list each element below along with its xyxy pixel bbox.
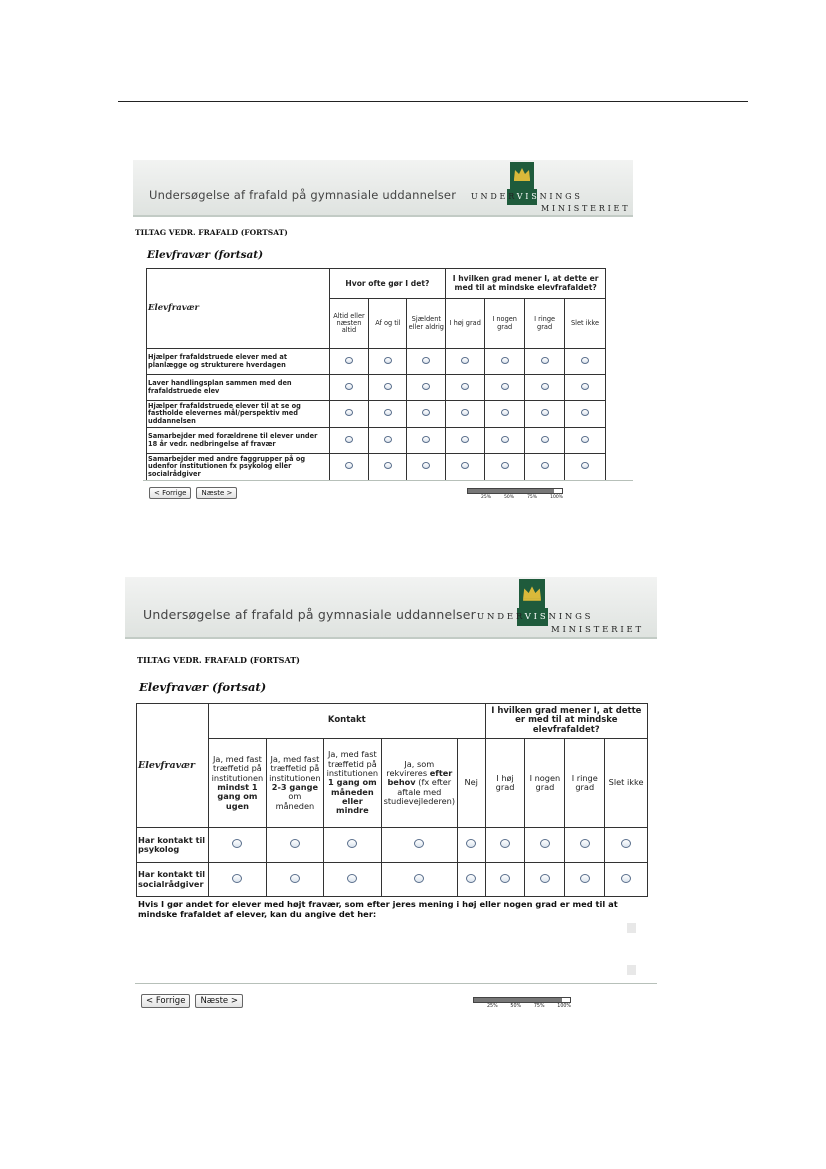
progress-label: 100% <box>557 1004 571 1009</box>
radio-button[interactable] <box>407 454 446 481</box>
progress-indicator <box>473 997 571 1009</box>
radio-button[interactable] <box>525 454 565 481</box>
survey-title: Undersøgelse af frafald på gymnasiale uddannelser <box>149 188 457 202</box>
radio-button[interactable] <box>369 401 407 428</box>
row-label: Samarbejder med forældrene til elever under 18 år vedr. nedbringelse af fravær <box>147 428 330 454</box>
progress-label: 50% <box>510 1004 522 1009</box>
radio-button[interactable] <box>446 401 485 428</box>
column-header: I nogen grad <box>485 299 525 349</box>
column-header: Ja, med fast træffetid på institutionen 1 gang om måneden eller mindre <box>323 739 381 828</box>
radio-button[interactable] <box>525 428 565 454</box>
logo-line2: MINISTERIET <box>551 625 644 635</box>
column-header: Ja, som rekvireres efter behov (fx efter aftale med studievejlederen) <box>381 739 457 828</box>
radio-button[interactable] <box>525 349 565 375</box>
radio-button[interactable] <box>329 454 369 481</box>
table-row <box>147 375 606 401</box>
question-table <box>136 703 648 897</box>
column-header: I nogen grad <box>525 739 565 828</box>
progress-fill <box>468 489 554 493</box>
radio-button[interactable] <box>407 428 446 454</box>
survey-banner <box>125 577 657 639</box>
panel-bottom-rule <box>135 983 657 984</box>
radio-button[interactable] <box>565 428 606 454</box>
table-row <box>147 454 606 481</box>
row-label: Laver handlingsplan sammen med den frafaldstruede elev <box>147 375 330 401</box>
radio-button[interactable] <box>266 828 323 863</box>
scroll-up-arrow[interactable] <box>627 923 636 933</box>
radio-button[interactable] <box>329 349 369 375</box>
progress-bar <box>473 997 571 1003</box>
column-header: Af og til <box>369 299 407 349</box>
other-measures-textarea[interactable] <box>138 921 638 977</box>
column-header: I høj grad <box>485 739 525 828</box>
radio-button[interactable] <box>446 375 485 401</box>
other-measures-question: Hvis I gør andet for elever med højt fravær, som efter jeres mening i høj eller nogen grad er med til at mindske frafaldet af elever, kan du angive det her: <box>138 899 618 919</box>
radio-button[interactable] <box>323 863 381 897</box>
table-row <box>137 828 648 863</box>
survey-title: Undersøgelse af frafald på gymnasiale uddannelser <box>143 607 476 622</box>
survey-panel-1 <box>133 160 633 505</box>
radio-button[interactable] <box>565 349 606 375</box>
table-row <box>147 428 606 454</box>
radio-button[interactable] <box>266 863 323 897</box>
table-row <box>137 863 648 897</box>
radio-button[interactable] <box>457 828 485 863</box>
radio-button[interactable] <box>565 375 606 401</box>
group-header-degree: I hvilken grad mener I, at dette er med til at mindske elevfrafaldet? <box>485 704 647 739</box>
radio-button[interactable] <box>369 375 407 401</box>
group-header-degree: I hvilken grad mener I, at dette er med til at mindske elevfrafaldet? <box>446 269 606 299</box>
logo-highlight: VIS <box>516 192 540 201</box>
row-label: Har kontakt til psykolog <box>137 828 209 863</box>
row-header: Elevfravær <box>147 269 330 349</box>
radio-button[interactable] <box>407 401 446 428</box>
radio-button[interactable] <box>446 428 485 454</box>
column-header: Ja, med fast træffetid på institutionen mindst 1 gang om ugen <box>208 739 266 828</box>
radio-button[interactable] <box>565 401 606 428</box>
progress-label: 50% <box>504 495 515 500</box>
column-header: I høj grad <box>446 299 485 349</box>
progress-label: 25% <box>481 495 492 500</box>
logo-suffix: NINGS <box>548 612 594 622</box>
scroll-down-arrow[interactable] <box>627 965 636 975</box>
column-header: Slet ikke <box>605 739 648 828</box>
radio-button[interactable] <box>485 428 525 454</box>
radio-button[interactable] <box>446 454 485 481</box>
section-title: TILTAG VEDR. FRAFALD (FORTSAT) <box>137 655 300 665</box>
panel-bottom-rule <box>143 480 633 481</box>
radio-button[interactable] <box>605 863 648 897</box>
radio-button[interactable] <box>329 401 369 428</box>
section-subtitle: Elevfravær (fortsat) <box>139 680 267 694</box>
logo-prefix: UNDER <box>471 192 517 201</box>
progress-label: 100% <box>550 495 563 500</box>
prev-button[interactable]: < Forrige <box>149 487 191 499</box>
progress-label: 75% <box>527 495 538 500</box>
row-label: Hjælper frafaldstruede elever til at se og fastholde elevernes mål/perspektiv med uddannelsen <box>147 401 330 428</box>
column-header: Slet ikke <box>565 299 606 349</box>
radio-button[interactable] <box>381 828 457 863</box>
radio-button[interactable] <box>369 454 407 481</box>
radio-button[interactable] <box>446 349 485 375</box>
next-button[interactable]: Næste > <box>196 487 237 499</box>
radio-button[interactable] <box>369 428 407 454</box>
ministry-logo <box>469 160 629 215</box>
row-label: Samarbejder med andre faggrupper på og udenfor institutionen fx psykolog eller socialrådgiver <box>147 454 330 481</box>
radio-button[interactable] <box>525 375 565 401</box>
radio-button[interactable] <box>329 428 369 454</box>
radio-button[interactable] <box>485 401 525 428</box>
question-table <box>146 268 606 481</box>
radio-button[interactable] <box>323 828 381 863</box>
table-row <box>147 401 606 428</box>
group-header-contact: Kontakt <box>208 704 485 739</box>
logo-prefix: UNDER <box>477 612 525 622</box>
radio-button[interactable] <box>485 349 525 375</box>
progress-fill <box>474 998 562 1002</box>
radio-button[interactable] <box>208 863 266 897</box>
radio-button[interactable] <box>525 863 565 897</box>
row-label: Har kontakt til socialrådgiver <box>137 863 209 897</box>
column-header: I ringe grad <box>525 299 565 349</box>
radio-button[interactable] <box>485 863 525 897</box>
group-header-frequency: Hvor ofte gør I det? <box>329 269 446 299</box>
logo-highlight: VIS <box>524 612 549 622</box>
radio-button[interactable] <box>605 828 648 863</box>
radio-button[interactable] <box>329 375 369 401</box>
crown-icon <box>519 579 545 609</box>
column-header: Sjældent eller aldrig <box>407 299 446 349</box>
survey-panel-2 <box>125 577 657 1017</box>
radio-button[interactable] <box>525 828 565 863</box>
progress-label: 25% <box>487 1004 498 1009</box>
column-header: I ringe grad <box>565 739 605 828</box>
prev-button[interactable]: < Forrige <box>141 994 190 1008</box>
next-button[interactable]: Næste > <box>195 994 243 1008</box>
column-header: Nej <box>457 739 485 828</box>
row-header: Elevfravær <box>137 704 209 828</box>
progress-indicator <box>467 488 563 500</box>
logo-line2: MINISTERIET <box>541 204 631 213</box>
radio-button[interactable] <box>565 828 605 863</box>
logo-suffix: NINGS <box>539 192 583 201</box>
crown-icon <box>510 162 534 190</box>
radio-button[interactable] <box>407 349 446 375</box>
row-label: Hjælper frafaldstruede elever med at planlægge og strukturere hverdagen <box>147 349 330 375</box>
progress-label: 75% <box>533 1004 545 1009</box>
radio-button[interactable] <box>381 863 457 897</box>
navigation-buttons <box>149 487 237 499</box>
radio-button[interactable] <box>565 863 605 897</box>
column-header: Altid eller næsten altid <box>329 299 369 349</box>
page-top-rule <box>118 101 748 102</box>
radio-button[interactable] <box>525 401 565 428</box>
column-header: Ja, med fast træffetid på institutionen 2-3 gange om måneden <box>266 739 323 828</box>
navigation-buttons <box>141 994 243 1008</box>
section-title: TILTAG VEDR. FRAFALD (FORTSAT) <box>135 228 288 237</box>
progress-bar <box>467 488 563 494</box>
radio-button[interactable] <box>485 375 525 401</box>
radio-button[interactable] <box>485 454 525 481</box>
table-row <box>147 349 606 375</box>
radio-button[interactable] <box>485 828 525 863</box>
radio-button[interactable] <box>369 349 407 375</box>
radio-button[interactable] <box>407 375 446 401</box>
ministry-logo <box>477 577 653 637</box>
radio-button[interactable] <box>208 828 266 863</box>
radio-button[interactable] <box>457 863 485 897</box>
survey-banner <box>133 160 633 217</box>
section-subtitle: Elevfravær (fortsat) <box>147 249 264 261</box>
radio-button[interactable] <box>565 454 606 481</box>
